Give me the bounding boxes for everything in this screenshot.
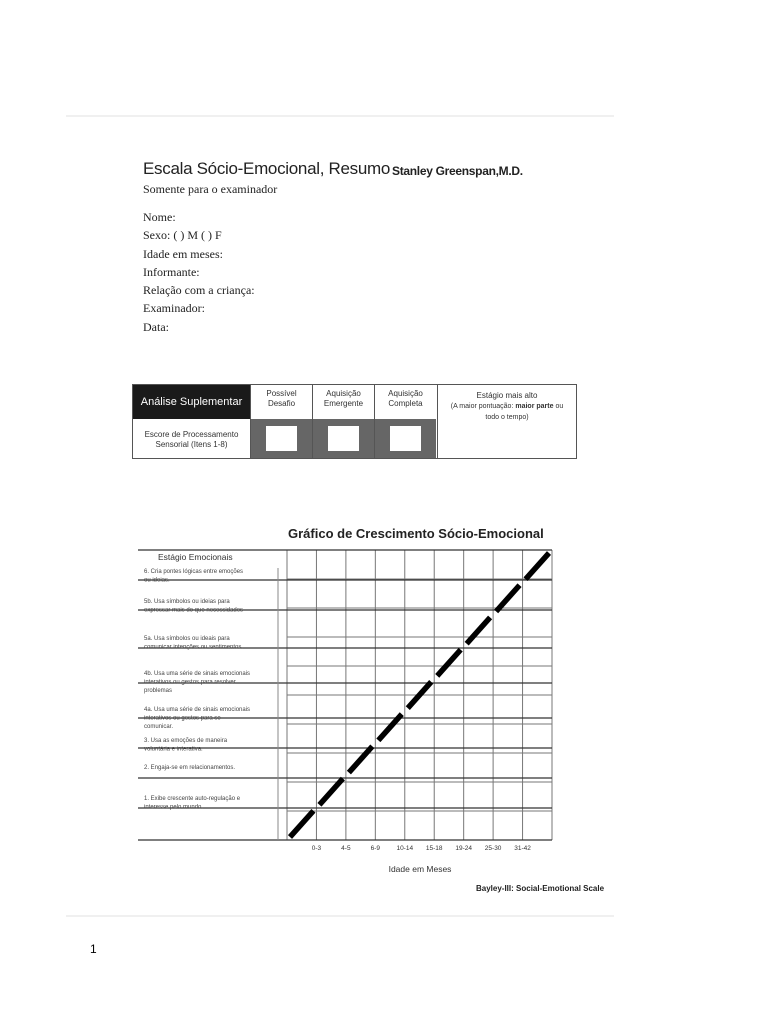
stage-label: interesse pelo mundo. [144, 804, 204, 811]
x-tick-label: 10-14 [396, 845, 414, 852]
author-name: Stanley Greenspan,M.D. [392, 164, 523, 178]
growth-line-segment [467, 617, 490, 643]
supplementary-header: Análise Suplementar [133, 385, 250, 419]
column-heading: Aquisição [388, 389, 423, 398]
highest-stage-note: ou [555, 403, 564, 410]
column-heading: Emergente [323, 399, 364, 408]
stage-label: voluntária e interativa. [144, 746, 203, 753]
highest-stage-note: (A maior pontuação: [450, 403, 514, 410]
growth-line-segment [437, 650, 460, 676]
field-relation-label: Relação com a criança: [143, 283, 255, 298]
growth-line-segment [349, 746, 372, 772]
x-tick-label: 4-5 [341, 845, 351, 852]
page-number: 1 [90, 942, 97, 956]
stage-label: 5a. Usa símbolos ou ideais para [144, 636, 230, 642]
scale-note: Bayley-III: Social-Emotional Scale [476, 884, 605, 893]
stage-label: 1. Exibe crescente auto-regulação e [144, 796, 241, 802]
stage-label: 4b. Usa uma série de sinais emocionais [144, 671, 251, 677]
stage-label: 5b. Usa símbolos ou ideias para [144, 599, 230, 605]
stage-label: 2. Engaja-se em relacionamentos. [144, 765, 236, 771]
stage-label: ou ideias. [144, 577, 170, 584]
column-heading: Possível [266, 389, 297, 398]
x-tick-label: 0-3 [311, 845, 322, 852]
stage-label: comunicar intenções ou sentimentos. [144, 644, 244, 651]
chart-title: Gráfico de Crescimento Sócio-Emocional [288, 526, 544, 541]
highest-stage-note: todo o tempo) [485, 414, 529, 421]
field-age-label: Idade em meses: [143, 246, 223, 261]
field-sex-label: Sexo: ( ) M ( ) F [143, 228, 222, 243]
x-tick-label: 31-42 [514, 845, 531, 852]
x-tick-label: 15-18 [425, 845, 443, 852]
x-tick-label: 19-24 [455, 845, 472, 852]
field-informant-label: Informante: [143, 264, 200, 279]
highest-stage-title: Estágio mais alto [476, 391, 538, 400]
stage-label: 6. Cria pontes lógicas entre emoções [144, 569, 244, 575]
y-axis-header: Estágio Emocionais [158, 552, 233, 562]
field-date-label: Data: [143, 319, 169, 334]
column-heading: Aquisição [326, 389, 361, 398]
sensory-processing-label: Escore de Processamento Sensorial (Itens 1-8) [144, 430, 239, 449]
column-heading: Completa [388, 399, 423, 408]
x-axis-label: Idade em Meses [388, 864, 452, 874]
examiner-only-note: Somente para o examinador [143, 182, 278, 196]
highest-stage-note-bold: maior parte [515, 403, 554, 410]
x-tick-label: 6-9 [370, 845, 381, 852]
stage-label: interativos ou gestos para resolver [144, 679, 236, 686]
column-heading: Desafio [267, 399, 296, 408]
page-title: Escala Sócio-Emocional, Resumo [143, 159, 391, 178]
stage-label: problemas [144, 688, 173, 694]
stage-label: expressar mais do que necessidades [144, 607, 244, 614]
stage-label: interativos ou gestos para se [144, 715, 221, 722]
stage-label: 4a. Usa uma série de sinais emocionais [144, 707, 251, 713]
stage-label: 3. Usa as emoções de maneira [144, 738, 228, 744]
field-name-label: Nome: [143, 210, 176, 224]
stage-label: comunicar. [144, 724, 174, 730]
field-examiner-label: Examinador: [143, 301, 205, 316]
x-tick-label: 25-30 [484, 845, 502, 852]
growth-line-segment [526, 553, 549, 579]
growth-line-segment [290, 811, 313, 837]
